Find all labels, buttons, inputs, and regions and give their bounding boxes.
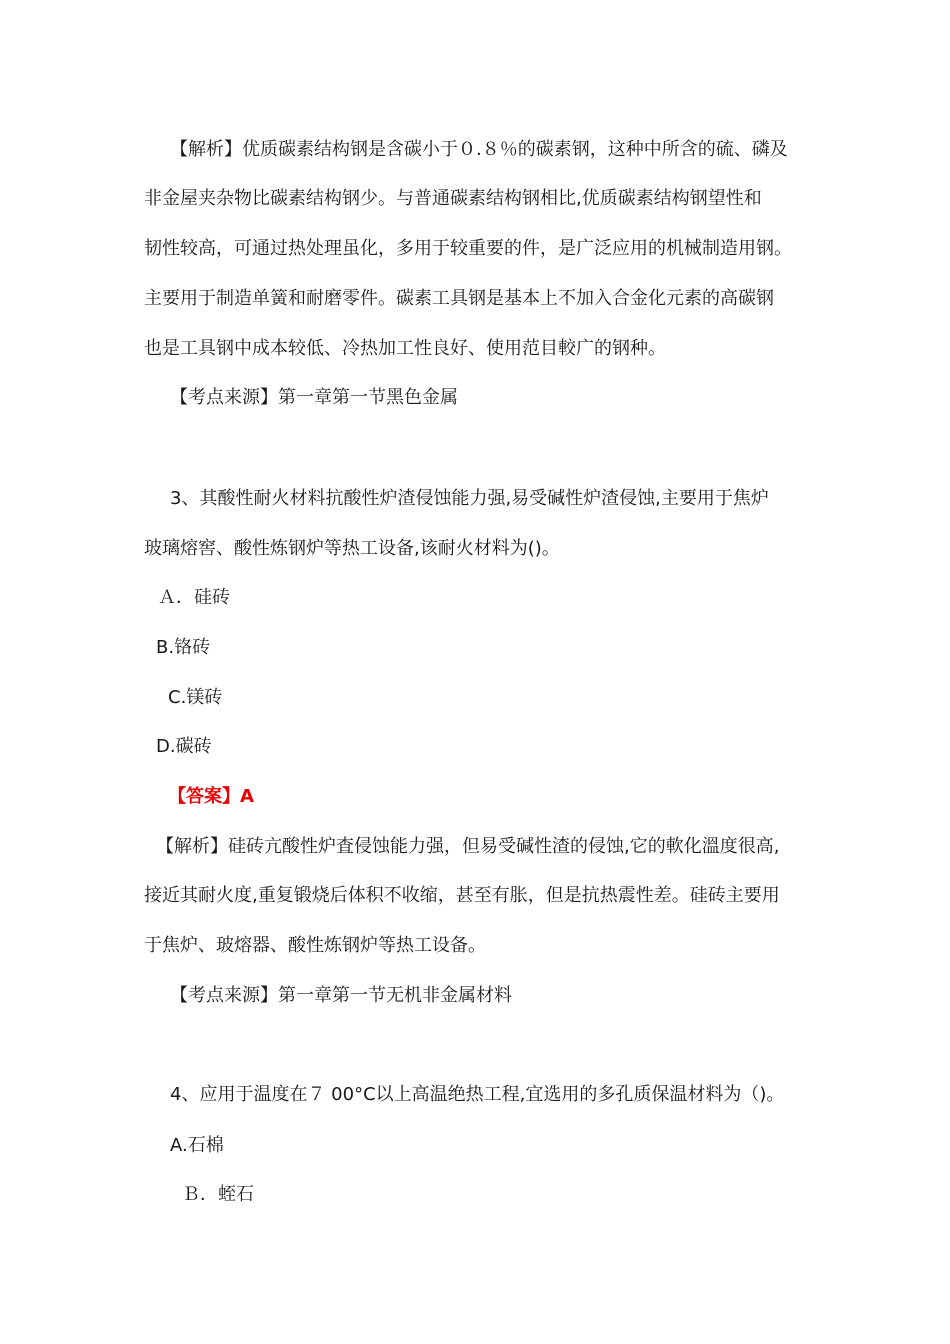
analysis-line: 非金屋夹杂物比碳素结构钢少。与普通碳素结构钢相比,优质碳素结构钢望性和 bbox=[144, 188, 762, 209]
question-stem: 4、应用于温度在７ 00°C以上高温绝热工程,宜选用的多孔质保温材料为（)。 bbox=[170, 1084, 785, 1105]
analysis-line: 主要用于制造单簧和耐磨零件。碳素工具钢是基本上不加入合金化元素的高碳钢 bbox=[144, 288, 774, 309]
analysis-line: 【解析】硅砖亢酸性炉査侵蚀能力强，但易受碱性渣的侵蚀,它的軟化溫度很高, bbox=[156, 836, 780, 857]
question-stem: 玻璃熔窖、酸性炼钢炉等热工设备,该耐火材料为()。 bbox=[144, 538, 560, 559]
option-d: D.碳砖 bbox=[156, 736, 212, 757]
option-b: Ｂ．蛭石 bbox=[182, 1184, 254, 1205]
option-b: B.铬砖 bbox=[156, 637, 211, 658]
source-note: 【考点来源】第一章第一节黑色金属 bbox=[170, 387, 458, 408]
answer-label: 【答案】A bbox=[168, 786, 254, 807]
option-a: A.石棉 bbox=[170, 1135, 224, 1156]
analysis-line: 韧性较高，可通过热处理虽化，多用于较重要的件，是广泛应用的机械制造用钢。 bbox=[144, 238, 792, 259]
option-c: C.镁砖 bbox=[168, 687, 223, 708]
option-a: Ａ．硅砖 bbox=[158, 587, 230, 608]
analysis-line: 于焦炉、玻熔器、酸性炼钢炉等热工设备。 bbox=[144, 935, 486, 956]
source-note: 【考点来源】第一章第一节无机非金属材料 bbox=[170, 985, 512, 1006]
analysis-line: 也是工具钢中成本较低、冷热加工性良好、使用范目較广的钢种。 bbox=[144, 338, 666, 359]
analysis-line: 接近其耐火度,重复锻烧后体积不收缩，甚至有胀，但是抗热震性差。硅砖主要用 bbox=[144, 885, 780, 906]
question-stem: 3、其酸性耐火材料抗酸性炉渣侵蚀能力强,易受碱性炉渣侵蚀,主要用于焦炉 bbox=[170, 488, 769, 509]
analysis-line: 【解析】优质碳素结构钢是含碳小于０.８％的碳素钢，这种中所含的硫、磷及 bbox=[170, 139, 788, 160]
